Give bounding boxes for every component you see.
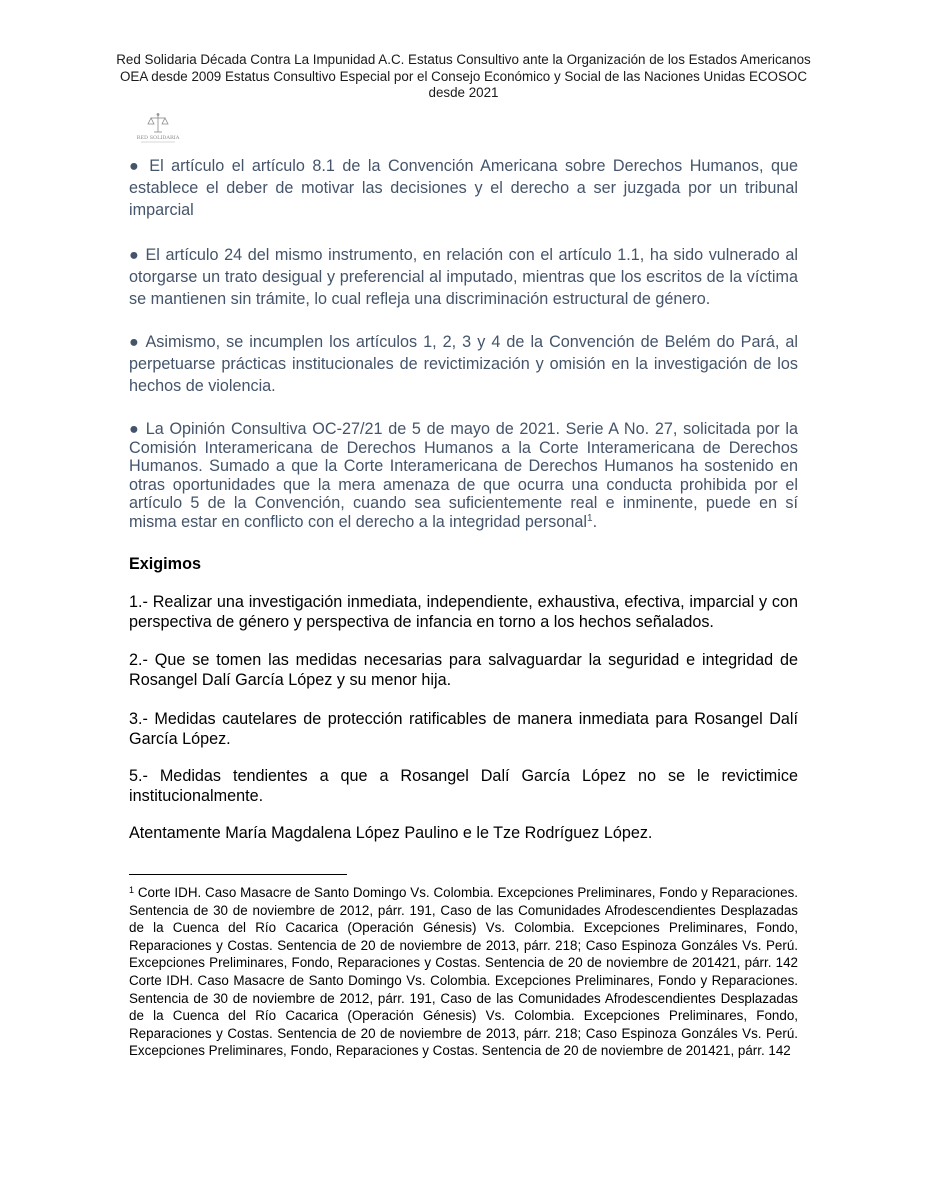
footnote-paragraph	[129, 884, 798, 1060]
svg-text:RED SOLIDARIA: RED SOLIDARIA	[136, 135, 180, 141]
footnote	[129, 884, 798, 1060]
demand-item	[129, 593, 798, 632]
demand-item	[129, 767, 798, 806]
footnote-text: Corte IDH. Caso Masacre de Santo Domingo Vs. Colombia. Excepciones Preliminares, Fondo y Reparaciones. Sentencia de 30 de noviembre de 2012, párr. 191, Caso de las Comunidades Afrodescendientes Desplazadas de la Cuenca del Río Cacarica (Operación Génesis) Vs. Colombia. Excepciones Preliminares, Fondo, Reparaciones y Costas. Sentencia de 20 de noviembre de 2013, párr. 218; Caso Espinoza Gonzáles Vs. Perú. Excepciones Preliminares, Fondo, Reparaciones y Costas. Sentencia de 20 de noviembre de 201421, párr. 142 Corte IDH. Caso Masacre de Santo Domingo Vs. Colombia. Excepciones Preliminares, Fondo y Reparaciones. Sentencia de 30 de noviembre de 2012, párr. 191, Caso de las Comunidades Afrodescendientes Desplazadas de la Cuenca del Río Cacarica (Operación Génesis) Vs. Colombia. Excepciones Preliminares, Fondo, Reparaciones y Costas. Sentencia de 20 de noviembre de 2013, párr. 218; Caso Espinoza Gonzáles Vs. Perú. Excepciones Preliminares, Fondo, Reparaciones y Costas. Sentencia de 20 de noviembre de 201421, párr. 142	[129, 885, 798, 1059]
bullet-text-with-footnote	[129, 420, 798, 532]
demand-text: 1.- Realizar una investigación inmediata, independiente, exhaustiva, efectiva, imparcial y con perspectiva de género y perspectiva de infancia en torno a los hechos señalados.	[129, 593, 798, 631]
bullet-text: ● El artículo 24 del mismo instrumento, en relación con el artículo 1.1, ha sido vulnerado al otorgarse un trato desigual y preferencial al imputado, mientras que los escritos de la víctima se mantienen sin trámite, lo cual refleja una discriminación estructural de género.	[129, 246, 798, 308]
scales-of-justice-icon	[133, 112, 183, 146]
bullet-article-24	[129, 244, 798, 310]
bullet-opinion-consultiva	[129, 420, 798, 532]
signature-line: Atentamente María Magdalena López Paulino e le Tze Rodríguez López.	[129, 824, 653, 842]
demand-text: 5.- Medidas tendientes a que a Rosangel Dalí García López no se le revictimice institucionalmente.	[129, 767, 798, 805]
footnote-separator	[129, 874, 347, 875]
demand-item	[129, 651, 798, 690]
bullet-text: ● La Opinión Consultiva OC-27/21 de 5 de mayo de 2021. Serie A No. 27, solicitada por la Comisión Interamericana de Derechos Humanos a la Corte Interamericana de Derechos Humanos. Sumado a que la Corte Interamericana de Derechos Humanos ha sostenido en otras oportunidades que la mera amenaza de que ocurra una conducta prohibida por el artículo 5 de la Convención, cuando sea suficientemente real e inminente, puede en sí misma estar en conflicto con el derecho a la integridad personal	[129, 420, 798, 531]
footnote-reference[interactable]: 1	[587, 512, 593, 524]
demand-item	[129, 710, 798, 749]
organization-logo	[133, 112, 183, 146]
bullet-end-punctuation: .	[592, 512, 598, 531]
demand-text: 2.- Que se tomen las medidas necesarias para salvaguardar la seguridad e integridad de Rosangel Dalí García López y su menor hija.	[129, 651, 798, 689]
footnote-number: 1	[129, 885, 135, 895]
bullet-text: ● Asimismo, se incumplen los artículos 1, 2, 3 y 4 de la Convención de Belém do Pará, al perpetuarse prácticas institucionales de revictimización y omisión en la investigación de los hechos de violencia.	[129, 333, 798, 395]
bullet-text: ● El artículo el artículo 8.1 de la Convención Americana sobre Derechos Humanos, que establece el deber de motivar las decisiones y el derecho a ser juzgada por un tribunal imparcial	[129, 157, 798, 219]
section-heading: Exigimos	[129, 555, 201, 573]
page-header: Red Solidaria Década Contra La Impunidad A.C. Estatus Consultivo ante la Organización de los Estados Americanos OEA desde 2009 Estatus Consultivo Especial por el Consejo Económico y Social de las Naciones Unidas ECOSOC desde 2021	[116, 52, 811, 100]
bullet-belem-do-para	[129, 331, 798, 397]
bullet-article-8-1	[129, 155, 798, 221]
demand-text: 3.- Medidas cautelares de protección ratificables de manera inmediata para Rosangel Dalí García López.	[129, 710, 798, 748]
